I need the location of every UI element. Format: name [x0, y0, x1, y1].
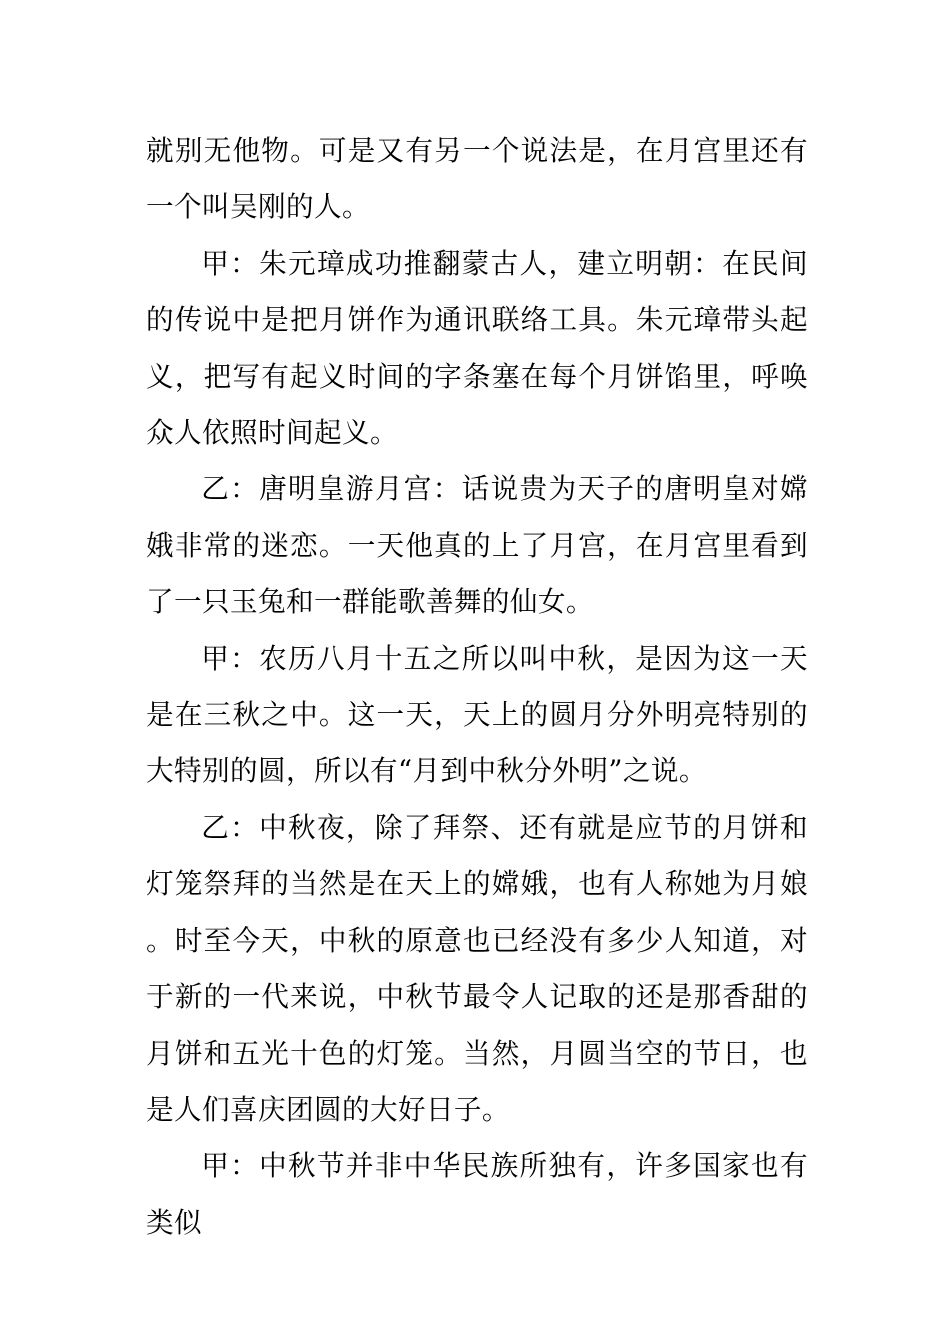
paragraph-tang-minghuang: 乙：唐明皇游月宫：话说贵为天子的唐明皇对嫦娥非常的迷恋。一天他真的上了月宫，在月宫里看到了一只玉兔和一群能歌善舞的仙女。: [146, 472, 808, 619]
paragraph-continuation: 就别无他物。可是又有另一个说法是，在月宫里还有一个叫吴刚的人。: [146, 134, 808, 224]
paragraph-other-countries: 甲：中秋节并非中华民族所独有，许多国家也有类似: [146, 1149, 808, 1239]
document-body: [146, 123, 808, 1251]
paragraph-mid-autumn-night: 乙：中秋夜，除了拜祭、还有就是应节的月饼和灯笼祭拜的当然是在天上的嫦娥，也有人称她为月娘。时至今天，中秋的原意也已经没有多少人知道，对于新的一代来说，中秋节最令人记取的还是那香甜的月饼和五光十色的灯笼。当然，月圆当空的节日，也是人们喜庆团圆的大好日子。: [146, 810, 808, 1126]
paragraph-zhu-yuanzhang: 甲：朱元璋成功推翻蒙古人，建立明朝：在民间的传说中是把月饼作为通讯联络工具。朱元璋带头起义，把写有起义时间的字条塞在每个月饼馅里，呼唤众人依照时间起义。: [146, 246, 808, 450]
paragraph-mid-autumn-name: 甲：农历八月十五之所以叫中秋，是因为这一天是在三秋之中。这一天，天上的圆月分外明亮特别的大特别的圆，所以有“月到中秋分外明”之说。: [146, 641, 808, 788]
